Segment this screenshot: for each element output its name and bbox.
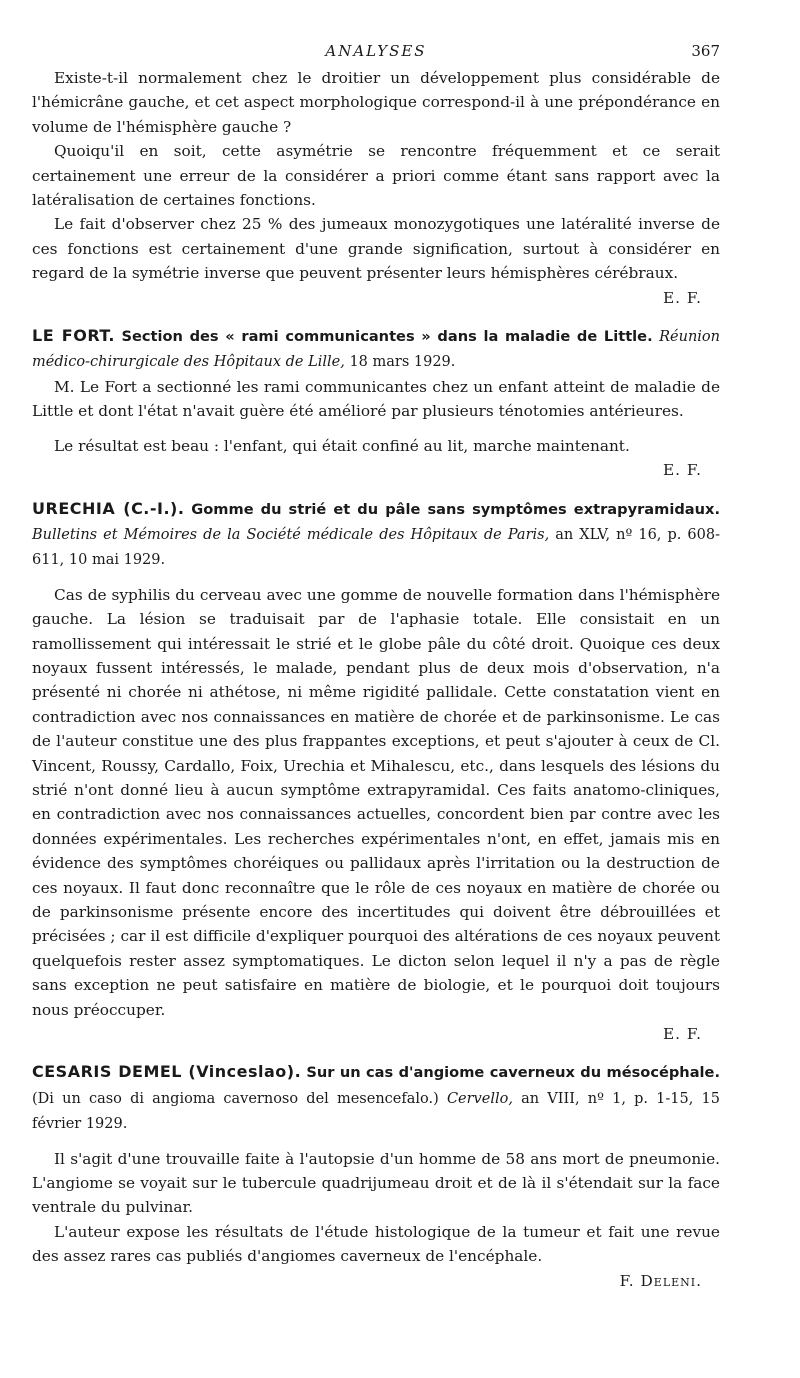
entry-title: Section des « rami communicantes » dans la maladie de Little. [121, 328, 653, 346]
entry-title: Sur un cas d'angiome caverneux du mésocéphale. [306, 1064, 720, 1082]
intro-signature: E. F. [663, 288, 702, 307]
entry-author: LE FORT. [32, 326, 115, 346]
review-entry [32, 497, 720, 1047]
entry-title: Gomme du strié et du pâle sans symptômes extrapyramidaux. [191, 500, 720, 518]
running-title: ANALYSES [325, 42, 427, 60]
review-entry [32, 324, 720, 482]
entry-signature: F. Deleni. [619, 1271, 702, 1290]
intro-paragraph: Existe-t-il normalement chez le droitier un développement plus considérable de l'hémicrâne gauche, et cet aspect morphologique correspond-il à une prépondérance en volume de l'hémisphère gauche ? [32, 69, 720, 136]
entry-reference: an XLV, nº 16, p. 608-611, 10 mai 1929. [32, 526, 721, 569]
entry-reference: an VIII, nº 1, p. 1-15, 15 février 1929. [32, 1090, 721, 1133]
entry-heading [32, 324, 720, 375]
entry-heading [32, 1060, 720, 1136]
review-entry [32, 1060, 720, 1293]
intro-section [32, 66, 720, 310]
entry-author: URECHIA (C.-I.). [32, 498, 185, 518]
entry-paragraph: M. Le Fort a sectionné les rami communicantes chez un enfant atteint de maladie de Little et dont l'état n'avait guère été amélioré par plusieurs ténotomies antérieures. [32, 377, 720, 421]
entry-source: Réunion médico-chirurgicale des Hôpitaux de Lille, [32, 329, 720, 371]
entry-source: Cervello, [446, 1090, 513, 1107]
entry-signature: E. F. [663, 461, 702, 480]
entry-signature: E. F. [663, 1025, 702, 1044]
intro-paragraph: Quoiqu'il en soit, cette asymétrie se rencontre fréquemment et ce serait certainement une erreur de la considérer a priori comme étant sans rapport avec la latéralisation de certaines fonctions. [32, 142, 720, 210]
page-number: 367 [691, 42, 720, 60]
running-header [32, 38, 720, 66]
entry-source: Bulletins et Mémoires de la Société médicale des Hôpitaux de Paris, [32, 526, 550, 543]
intro-paragraph: Le fait d'observer chez 25 % des jumeaux monozygotiques une latéralité inverse de ces fonctions est certainement d'une grande signification, surtout à considérer en regard de la symétrie inverse que peuvent présenter leurs hémisphères cérébraux. [32, 215, 720, 283]
entry-author: CESARIS DEMEL (Vinceslao). [32, 1062, 302, 1082]
entry-heading [32, 497, 720, 573]
entry-reference-pre: (Di un caso di angioma cavernoso del mesencefalo.) [32, 1090, 439, 1107]
entry-paragraph: Il s'agit d'une trouvaille faite à l'autopsie d'un homme de 58 ans mort de pneumonie. L'angiome se voyait sur le tubercule quadrijumeau droit et de là il s'étendait sur la face ventrale du pulvinar. [32, 1149, 720, 1217]
entry-reference: 18 mars 1929. [349, 354, 456, 371]
entry-paragraph: Cas de syphilis du cerveau avec une gomme de nouvelle formation dans l'hémisphère gauche. La lésion se traduisait par de l'aphasie totale. Elle consistait en un ramollissement qui intéressait le strié et le globe pâle du côté droit. Quoique ces deux noyaux fussent intéressés, le malade, pendant plus de deux mois d'observation, n'a présenté ni chorée ni athétose, ni même rigidité pallidale. Cette constatation vient en contradiction avec nos connaissances en matière de chorée et de parkinsonisme. Le cas de l'auteur constitue une des plus frappantes exceptions, et peut s'ajouter à ceux de Cl. Vincent, Roussy, Cardallo, Foix, Urechia et Mihalescu, etc., dans lesquels des lésions du strié n'ont donné lieu à aucun symptôme extrapyramidal. Ces faits anatomo-cliniques, en contradiction avec nos connaissances actuelles, concordent bien par contre avec les données expérimentales. Les recherches expérimentales n'ont, en effet, jamais mis en évidence des symptômes choréiques ou pallidaux après l'irritation ou la destruction de ces noyaux. Il faut donc reconnaître que le rôle de ces noyaux en matière de chorée ou de parkinsonisme présente encore des incertitudes qui doivent être débrouillées et précisées ; car il est difficile d'expliquer pourquoi des altérations de ces noyaux peuvent quelquefois rester assez symptomatiques. Le dicton selon lequel il n'y a pas de règle sans exception ne peut satisfaire en matière de biologie, et le pourquoi doit toujours nous préoccuper. [32, 585, 720, 1019]
entry-paragraph: Le résultat est beau : l'enfant, qui était confiné au lit, marche maintenant. [54, 436, 630, 455]
entry-paragraph: L'auteur expose les résultats de l'étude histologique de la tumeur et fait une revue des assez rares cas publiés d'angiomes caverneux de l'encéphale. [32, 1222, 720, 1266]
